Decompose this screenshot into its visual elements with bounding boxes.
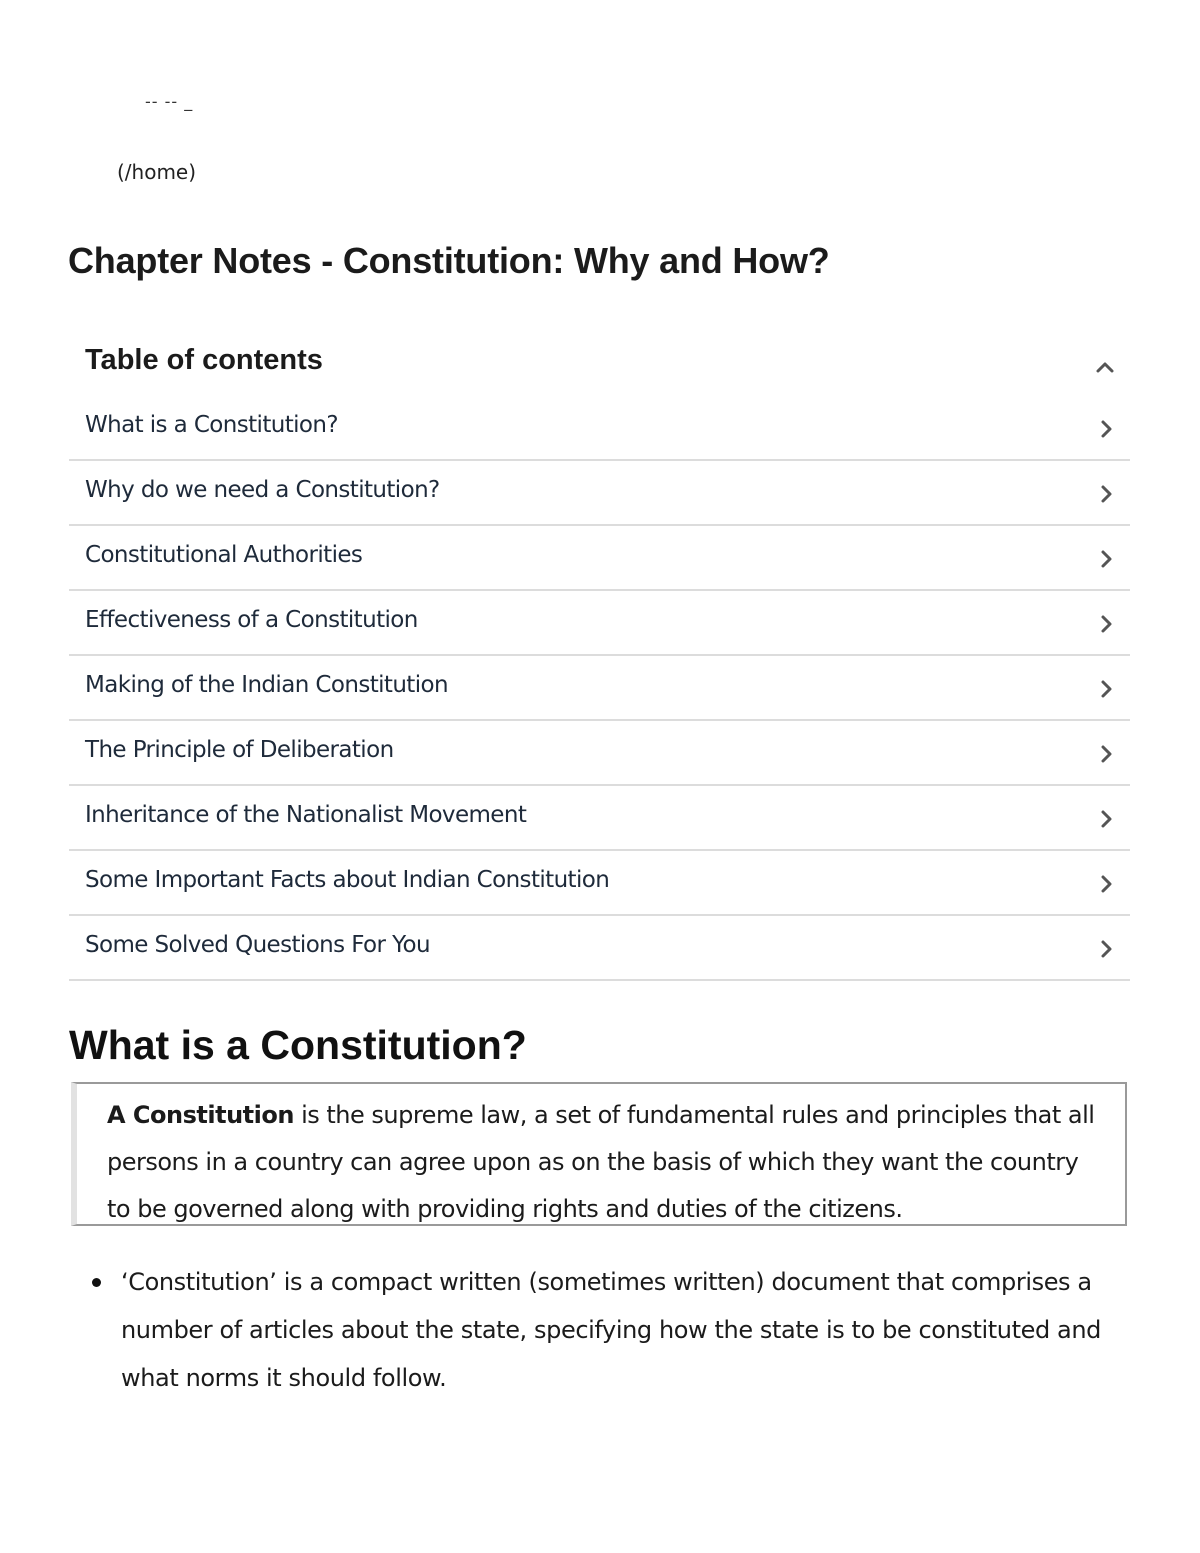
toc-item-label: Some Solved Questions For You: [85, 932, 430, 958]
section-heading: What is a Constitution?: [69, 1022, 527, 1068]
home-link[interactable]: (/home): [117, 160, 197, 184]
toc-item-label: Making of the Indian Constitution: [85, 672, 448, 698]
chevron-right-icon: [1096, 743, 1116, 765]
table-of-contents: [69, 330, 1130, 981]
toc-item[interactable]: [69, 786, 1130, 851]
bullet-list: [90, 1258, 1130, 1402]
chevron-right-icon: [1096, 678, 1116, 700]
chevron-right-icon: [1096, 938, 1116, 960]
definition-text: is the supreme law, a set of fundamental rules and principles that all persons in a country can agree upon as on the basis of which they want the country to be governed along with providing rights and duties of the citizens.: [107, 1101, 1095, 1223]
chevron-right-icon: [1096, 418, 1116, 440]
definition-box: [71, 1082, 1127, 1226]
chevron-right-icon: [1096, 483, 1116, 505]
toc-item[interactable]: [69, 591, 1130, 656]
toc-item[interactable]: [69, 656, 1130, 721]
toc-item-label: Some Important Facts about Indian Constitution: [85, 867, 610, 893]
list-item: [90, 1258, 1130, 1402]
toc-item-label: The Principle of Deliberation: [85, 737, 394, 763]
chevron-right-icon: [1096, 548, 1116, 570]
toc-item[interactable]: [69, 396, 1130, 461]
chevron-right-icon: [1096, 808, 1116, 830]
page-title: Chapter Notes - Constitution: Why and How?: [68, 240, 830, 281]
bullet-icon: [92, 1278, 101, 1287]
toc-item[interactable]: [69, 461, 1130, 526]
chevron-right-icon: [1096, 873, 1116, 895]
toc-header[interactable]: [69, 330, 1130, 396]
toc-item-label: What is a Constitution?: [85, 412, 338, 438]
toc-item-label: Effectiveness of a Constitution: [85, 607, 418, 633]
chevron-right-icon: [1096, 613, 1116, 635]
toc-title: Table of contents: [85, 344, 323, 376]
header-marks: -- -- _: [145, 92, 194, 111]
toc-item-label: Inheritance of the Nationalist Movement: [85, 802, 527, 828]
toc-item-label: Why do we need a Constitution?: [85, 477, 440, 503]
toc-item[interactable]: [69, 721, 1130, 786]
toc-list: [69, 396, 1130, 981]
bullet-text: ‘Constitution’ is a compact written (sometimes written) document that comprises a number of articles about the state, specifying how the state is to be constituted and what norms it should follow.: [121, 1268, 1101, 1392]
toc-item[interactable]: [69, 916, 1130, 981]
chevron-up-icon[interactable]: [1094, 356, 1116, 378]
toc-item[interactable]: [69, 851, 1130, 916]
definition-term: A Constitution: [107, 1101, 294, 1129]
toc-item-label: Constitutional Authorities: [85, 542, 363, 568]
toc-item[interactable]: [69, 526, 1130, 591]
